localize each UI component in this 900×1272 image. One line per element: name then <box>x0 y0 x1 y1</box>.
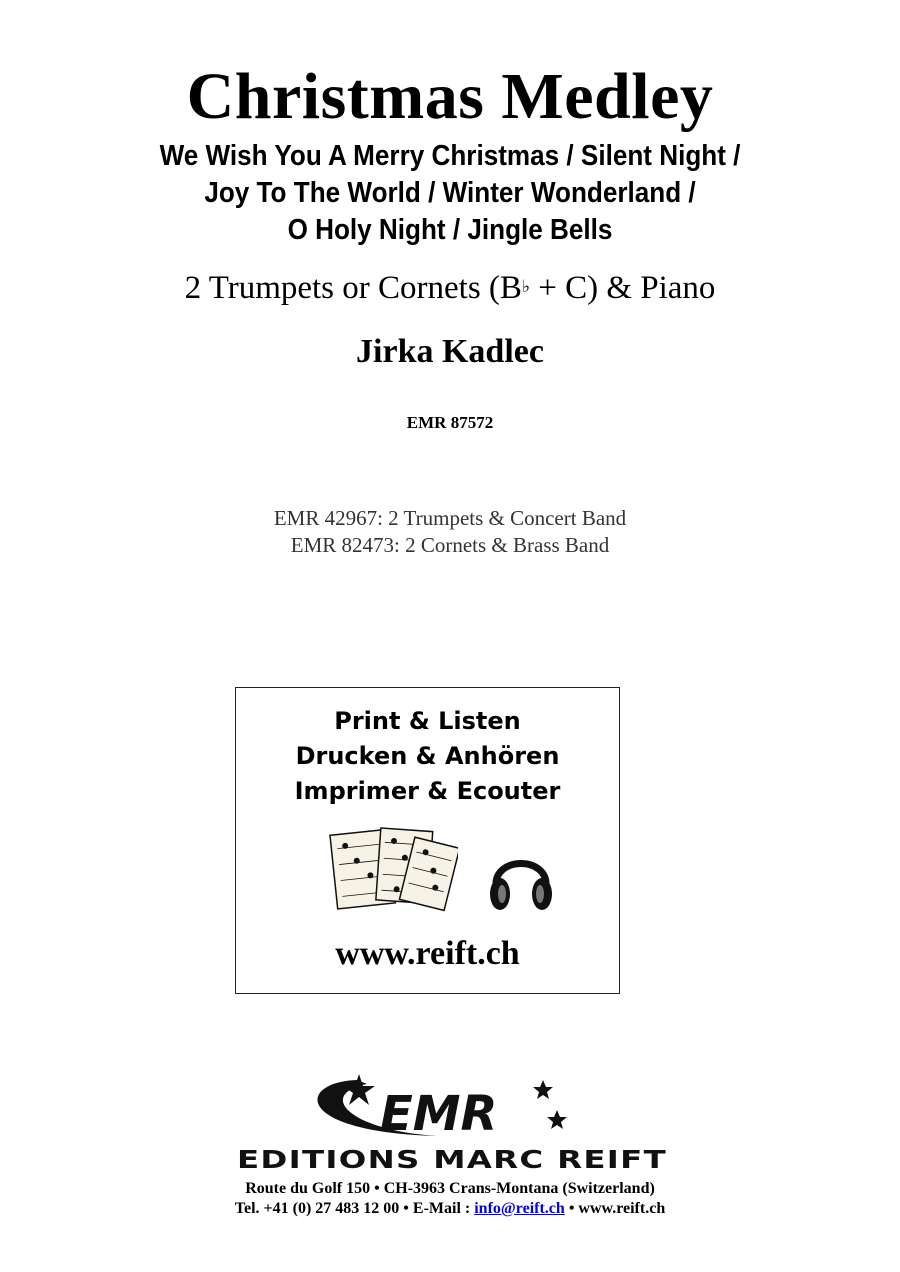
emr-logo <box>237 1072 667 1172</box>
subtitle-line-3: O Holy Night / Jingle Bells <box>287 214 613 246</box>
related-edition-1: EMR 42967: 2 Trumpets & Concert Band <box>273 506 627 530</box>
headphones-icon <box>486 838 556 918</box>
composer-name: Jirka Kadlec <box>356 333 544 370</box>
promo-url[interactable]: www.reift.ch <box>335 935 520 972</box>
page-title: Christmas Medley <box>186 60 714 133</box>
publisher-name: EDITIONS MARC REIFT <box>237 1145 667 1172</box>
flat-sign: ♭ <box>521 277 530 296</box>
instrumentation-before: 2 Trumpets or Cornets (B <box>184 270 522 306</box>
email-link[interactable]: info@reift.ch <box>474 1200 565 1217</box>
contact-website: • www.reift.ch <box>564 1200 666 1217</box>
promo-line-english: Print & Listen <box>334 707 521 735</box>
catalog-code: EMR 87572 <box>406 413 494 432</box>
subtitle-line-1: We Wish You A Merry Christmas / Silent Night / <box>159 140 741 172</box>
promo-line-german: Drucken & Anhören <box>295 742 560 770</box>
instrumentation <box>0 266 900 315</box>
publisher-contact <box>0 1199 900 1219</box>
subtitle-line-2: Joy To The World / Winter Wonderland / <box>204 177 696 209</box>
sheet-music-icon <box>328 824 458 914</box>
instrumentation-after: + C) & Piano <box>529 270 716 306</box>
print-listen-box <box>235 687 620 994</box>
contact-phone: Tel. +41 (0) 27 483 12 00 • E-Mail : <box>234 1200 475 1217</box>
related-edition-2: EMR 82473: 2 Cornets & Brass Band <box>290 533 610 557</box>
promo-line-french: Imprimer & Ecouter <box>294 777 561 805</box>
logo-text: EMR <box>380 1086 498 1142</box>
related-editions <box>0 505 900 559</box>
publisher-address: Route du Golf 150 • CH-3963 Crans-Montana (Switzerland) <box>245 1180 655 1197</box>
